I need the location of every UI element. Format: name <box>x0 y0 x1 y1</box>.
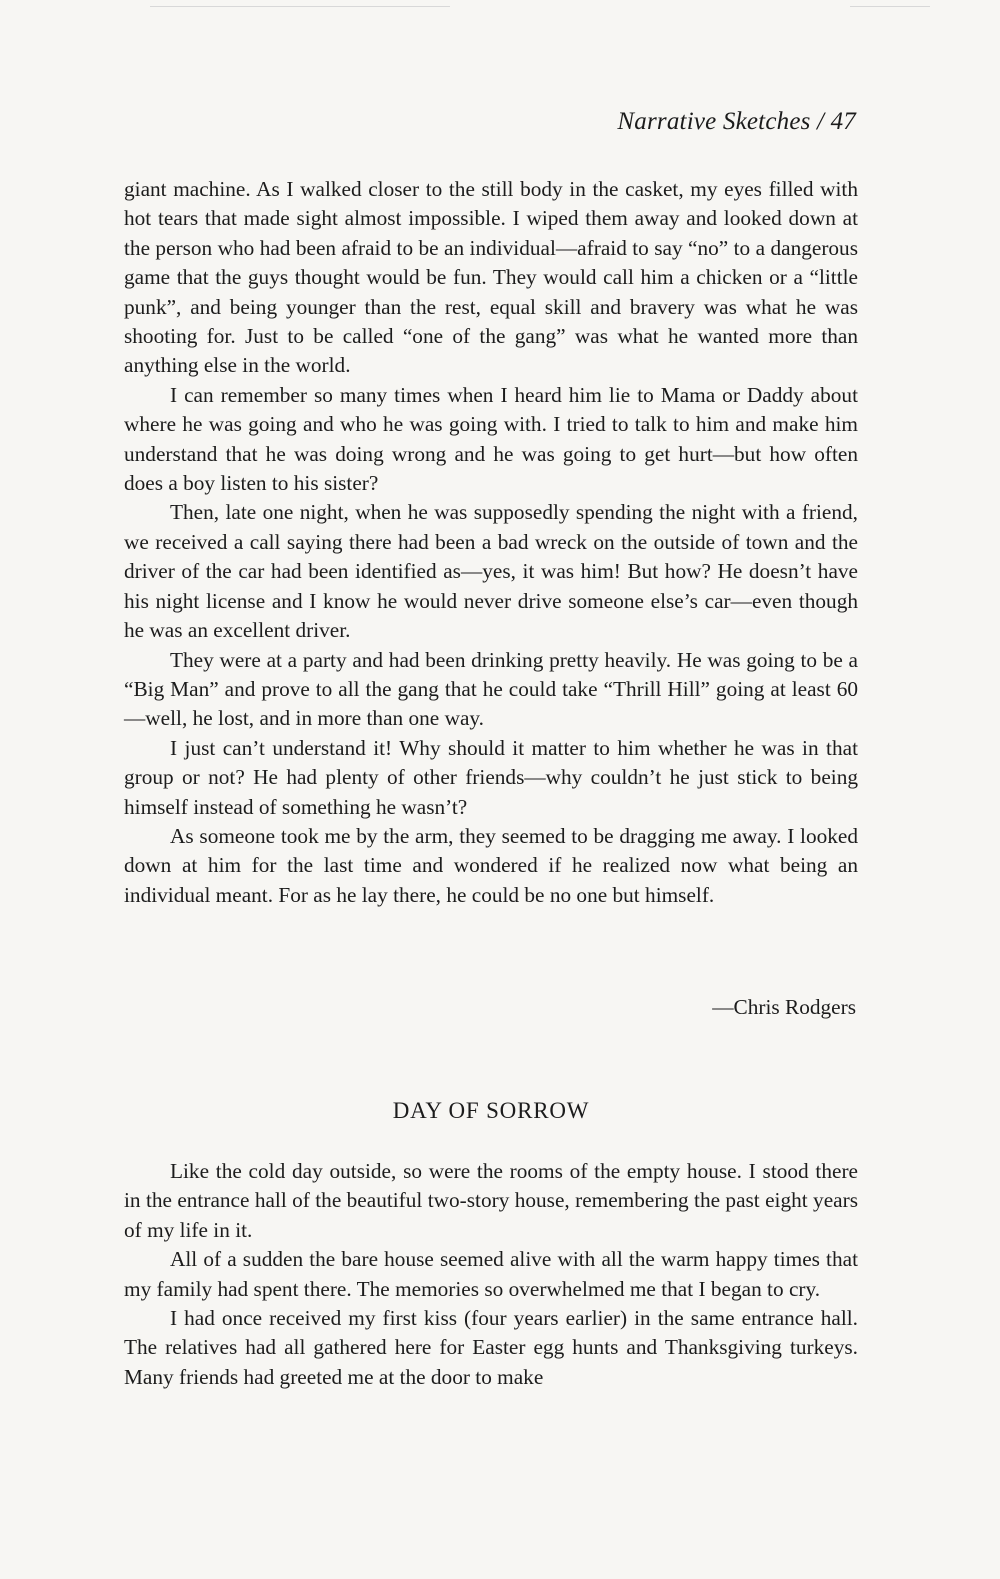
running-head: Narrative Sketches / 47 <box>617 108 856 135</box>
story-day-of-sorrow <box>124 1157 858 1392</box>
section-title: DAY OF SORROW <box>392 1098 590 1123</box>
paragraph-3: Then, late one night, when he was supposedly spending the night with a friend, we received a call saying there had been a bad wreck on the outside of town and the driver of the car had been identified as—yes, it was him! But how? He doesn’t have his night license and I know he would never drive someone else’s car—even though he was an excellent driver. <box>124 500 858 643</box>
scan-edge-left <box>150 6 450 7</box>
paragraph-2: All of a sudden the bare house seemed alive with all the warm happy times that my family had spent there. The memories so overwhelmed me that I began to cry. <box>124 1247 858 1301</box>
author-signature: —Chris Rodgers <box>712 995 856 1019</box>
paragraph-1: giant machine. As I walked closer to the still body in the casket, my eyes filled with hot tears that made sight almost impossible. I wiped them away and looked down at the person who had been afraid to be an individual—afraid to say “no” to a dangerous game that the guys thought would be fun. They would call him a chicken or a “little punk”, and being younger than the rest, equal skill and bravery was what he was shooting for. Just to be called “one of the gang” was what he wanted more than anything else in the world. <box>124 177 858 378</box>
paragraph-4: They were at a party and had been drinking pretty heavily. He was going to be a “Big Man” and prove to all the gang that he could take “Thrill Hill” going at least 60—well, he lost, and in more than one way. <box>124 647 858 731</box>
paragraph-5: I just can’t understand it! Why should it matter to him whether he was in that group or not? He had plenty of other friends—why couldn’t he just stick to being himself instead of something he wasn’t? <box>124 735 858 819</box>
scan-edge-right <box>850 6 930 7</box>
paragraph-3: I had once received my first kiss (four years earlier) in the same entrance hall. The relatives had all gathered here for Easter egg hunts and Thanksgiving turkeys. Many friends had greeted me at the door to make <box>124 1306 858 1389</box>
paragraph-1: Like the cold day outside, so were the rooms of the empty house. I stood there in the entrance hall of the beautiful two-story house, remembering the past eight years of my life in it. <box>124 1159 858 1242</box>
paragraph-6: As someone took me by the arm, they seemed to be dragging me away. I looked down at him for the last time and wondered if he realized now what being an individual meant. For as he lay there, he could be no one but himself. <box>124 823 858 907</box>
story-chris-rodgers <box>124 175 858 910</box>
paragraph-2: I can remember so many times when I heard him lie to Mama or Daddy about where he was going and who he was going with. I tried to talk to him and make him understand that he was doing wrong and he was going to get hurt—but how often does a boy listen to his sister? <box>124 382 858 496</box>
